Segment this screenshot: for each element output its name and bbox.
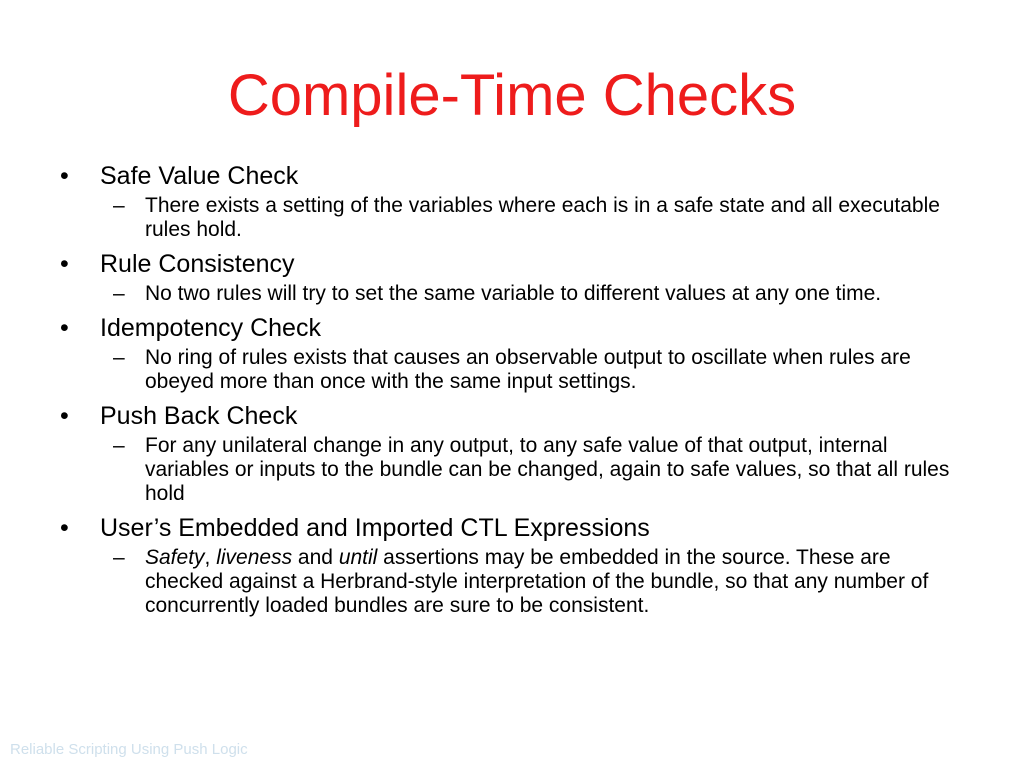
sub-bullet-text: For any unilateral change in any output, to any safe value of that output, internal variables or inputs to the bundle can be changed, again to safe values, so that all rules hold: [145, 434, 950, 505]
bullet-icon: •: [60, 514, 69, 542]
slide-footer: Reliable Scripting Using Push Logic: [10, 741, 248, 758]
dash-icon: –: [113, 346, 125, 369]
bullet-icon: •: [60, 402, 69, 430]
bullet-icon: •: [60, 314, 69, 342]
sub-bullet-text: [145, 546, 928, 617]
list-item: [60, 160, 960, 242]
until-term: until: [338, 546, 378, 569]
bullet-icon: •: [60, 250, 69, 278]
bullet-heading-text: Safe Value Check: [100, 162, 299, 190]
separator-text: ,: [204, 546, 217, 569]
bullet-heading: [60, 400, 960, 432]
bullet-heading: [60, 512, 960, 544]
bullet-heading: [60, 248, 960, 280]
dash-icon: –: [113, 282, 125, 305]
sub-bullet-text: There exists a setting of the variables where each is in a safe state and all executable rules hold.: [145, 194, 940, 241]
liveness-term: liveness: [216, 546, 293, 569]
bullet-heading-text: Idempotency Check: [100, 314, 321, 342]
sub-bullet: [60, 434, 960, 506]
dash-icon: –: [113, 194, 125, 217]
bullet-heading: [60, 160, 960, 192]
sub-bullet-text: No two rules will try to set the same variable to different values at any one time.: [145, 282, 882, 305]
sub-bullet: [60, 546, 960, 618]
safety-term: Safety: [145, 546, 205, 569]
separator-text: and: [292, 546, 339, 569]
sub-bullet: [60, 282, 960, 306]
bullet-icon: •: [60, 162, 69, 190]
slide-title: Compile-Time Checks: [227, 63, 797, 128]
sub-bullet-rest-text: assertions may be embedded in the source. These are checked against a Herbrand-style interpretation of the bundle, so that any number of concurrently loaded bundles are sure to be consistent.: [145, 546, 929, 617]
sub-bullet: [60, 346, 960, 394]
list-item: [60, 312, 960, 394]
bullet-heading-text: Push Back Check: [100, 402, 298, 430]
bullet-heading-text: User’s Embedded and Imported CTL Expressions: [100, 514, 650, 542]
bullet-list: [60, 160, 960, 624]
sub-bullet: [60, 194, 960, 242]
dash-icon: –: [113, 546, 125, 569]
list-item: [60, 512, 960, 618]
dash-icon: –: [113, 434, 125, 457]
bullet-heading: [60, 312, 960, 344]
list-item: [60, 248, 960, 306]
list-item: [60, 400, 960, 506]
bullet-heading-text: Rule Consistency: [100, 250, 295, 278]
sub-bullet-text: No ring of rules exists that causes an observable output to oscillate when rules are obeyed more than once with the same input settings.: [145, 346, 911, 393]
